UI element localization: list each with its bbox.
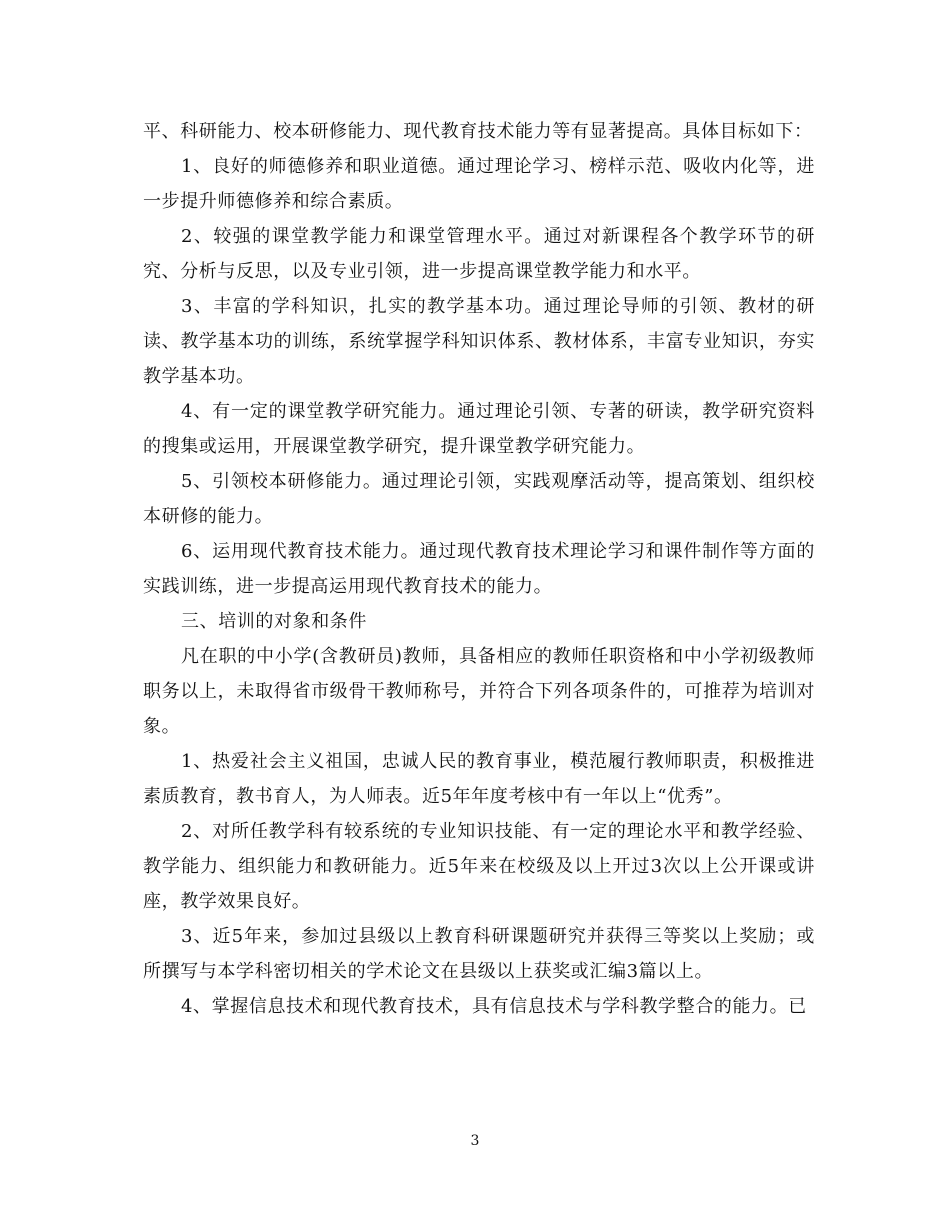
paragraph: 4、掌握信息技术和现代教育技术，具有信息技术与学科教学整合的能力。已: [181, 996, 807, 1017]
paragraph: 5、引领校本研修能力。通过理论引领，实践观摩活动等，提高策划、组织校本研修的能力。: [143, 471, 815, 527]
paragraph: 3、近5年来，参加过县级以上教育科研课题研究并获得三等奖以上奖励；或所撰写与本学科密切相关的学术论文在县级以上获奖或汇编3篇以上。: [143, 926, 815, 982]
paragraph: 4、有一定的课堂教学研究能力。通过理论引领、专著的研读，教学研究资料的搜集或运用，开展课堂教学研究，提升课堂教学研究能力。: [143, 401, 815, 457]
page-number: 3: [470, 1133, 480, 1149]
document-body: [143, 114, 815, 1024]
paragraph: 2、较强的课堂教学能力和课堂管理水平。通过对新课程各个教学环节的研究、分析与反思，以及专业引领，进一步提高课堂教学能力和水平。: [143, 226, 815, 282]
paragraph: 6、运用现代教育技术能力。通过现代教育技术理论学习和课件制作等方面的实践训练，进一步提高运用现代教育技术的能力。: [143, 541, 815, 597]
paragraph: 1、热爱社会主义祖国，忠诚人民的教育事业，模范履行教师职责，积极推进素质教育，教书育人，为人师表。近5年年度考核中有一年以上“优秀”。: [143, 751, 815, 807]
paragraph: 1、良好的师德修养和职业道德。通过理论学习、榜样示范、吸收内化等，进一步提升师德修养和综合素质。: [143, 156, 815, 212]
paragraph: 平、科研能力、校本研修能力、现代教育技术能力等有显著提高。具体目标如下：: [143, 121, 813, 142]
paragraph: 凡在职的中小学(含教研员)教师，具备相应的教师任职资格和中小学初级教师职务以上，未取得省市级骨干教师称号，并符合下列各项条件的，可推荐为培训对象。: [143, 646, 815, 737]
section-heading: 三、培训的对象和条件: [181, 611, 367, 632]
paragraph: 2、对所任教学科有较系统的专业知识技能、有一定的理论水平和教学经验、教学能力、组织能力和教研能力。近5年来在校级及以上开过3次以上公开课或讲座，教学效果良好。: [143, 821, 815, 912]
paragraph: 3、丰富的学科知识，扎实的教学基本功。通过理论导师的引领、教材的研读、教学基本功的训练，系统掌握学科知识体系、教材体系，丰富专业知识，夯实教学基本功。: [143, 296, 815, 387]
